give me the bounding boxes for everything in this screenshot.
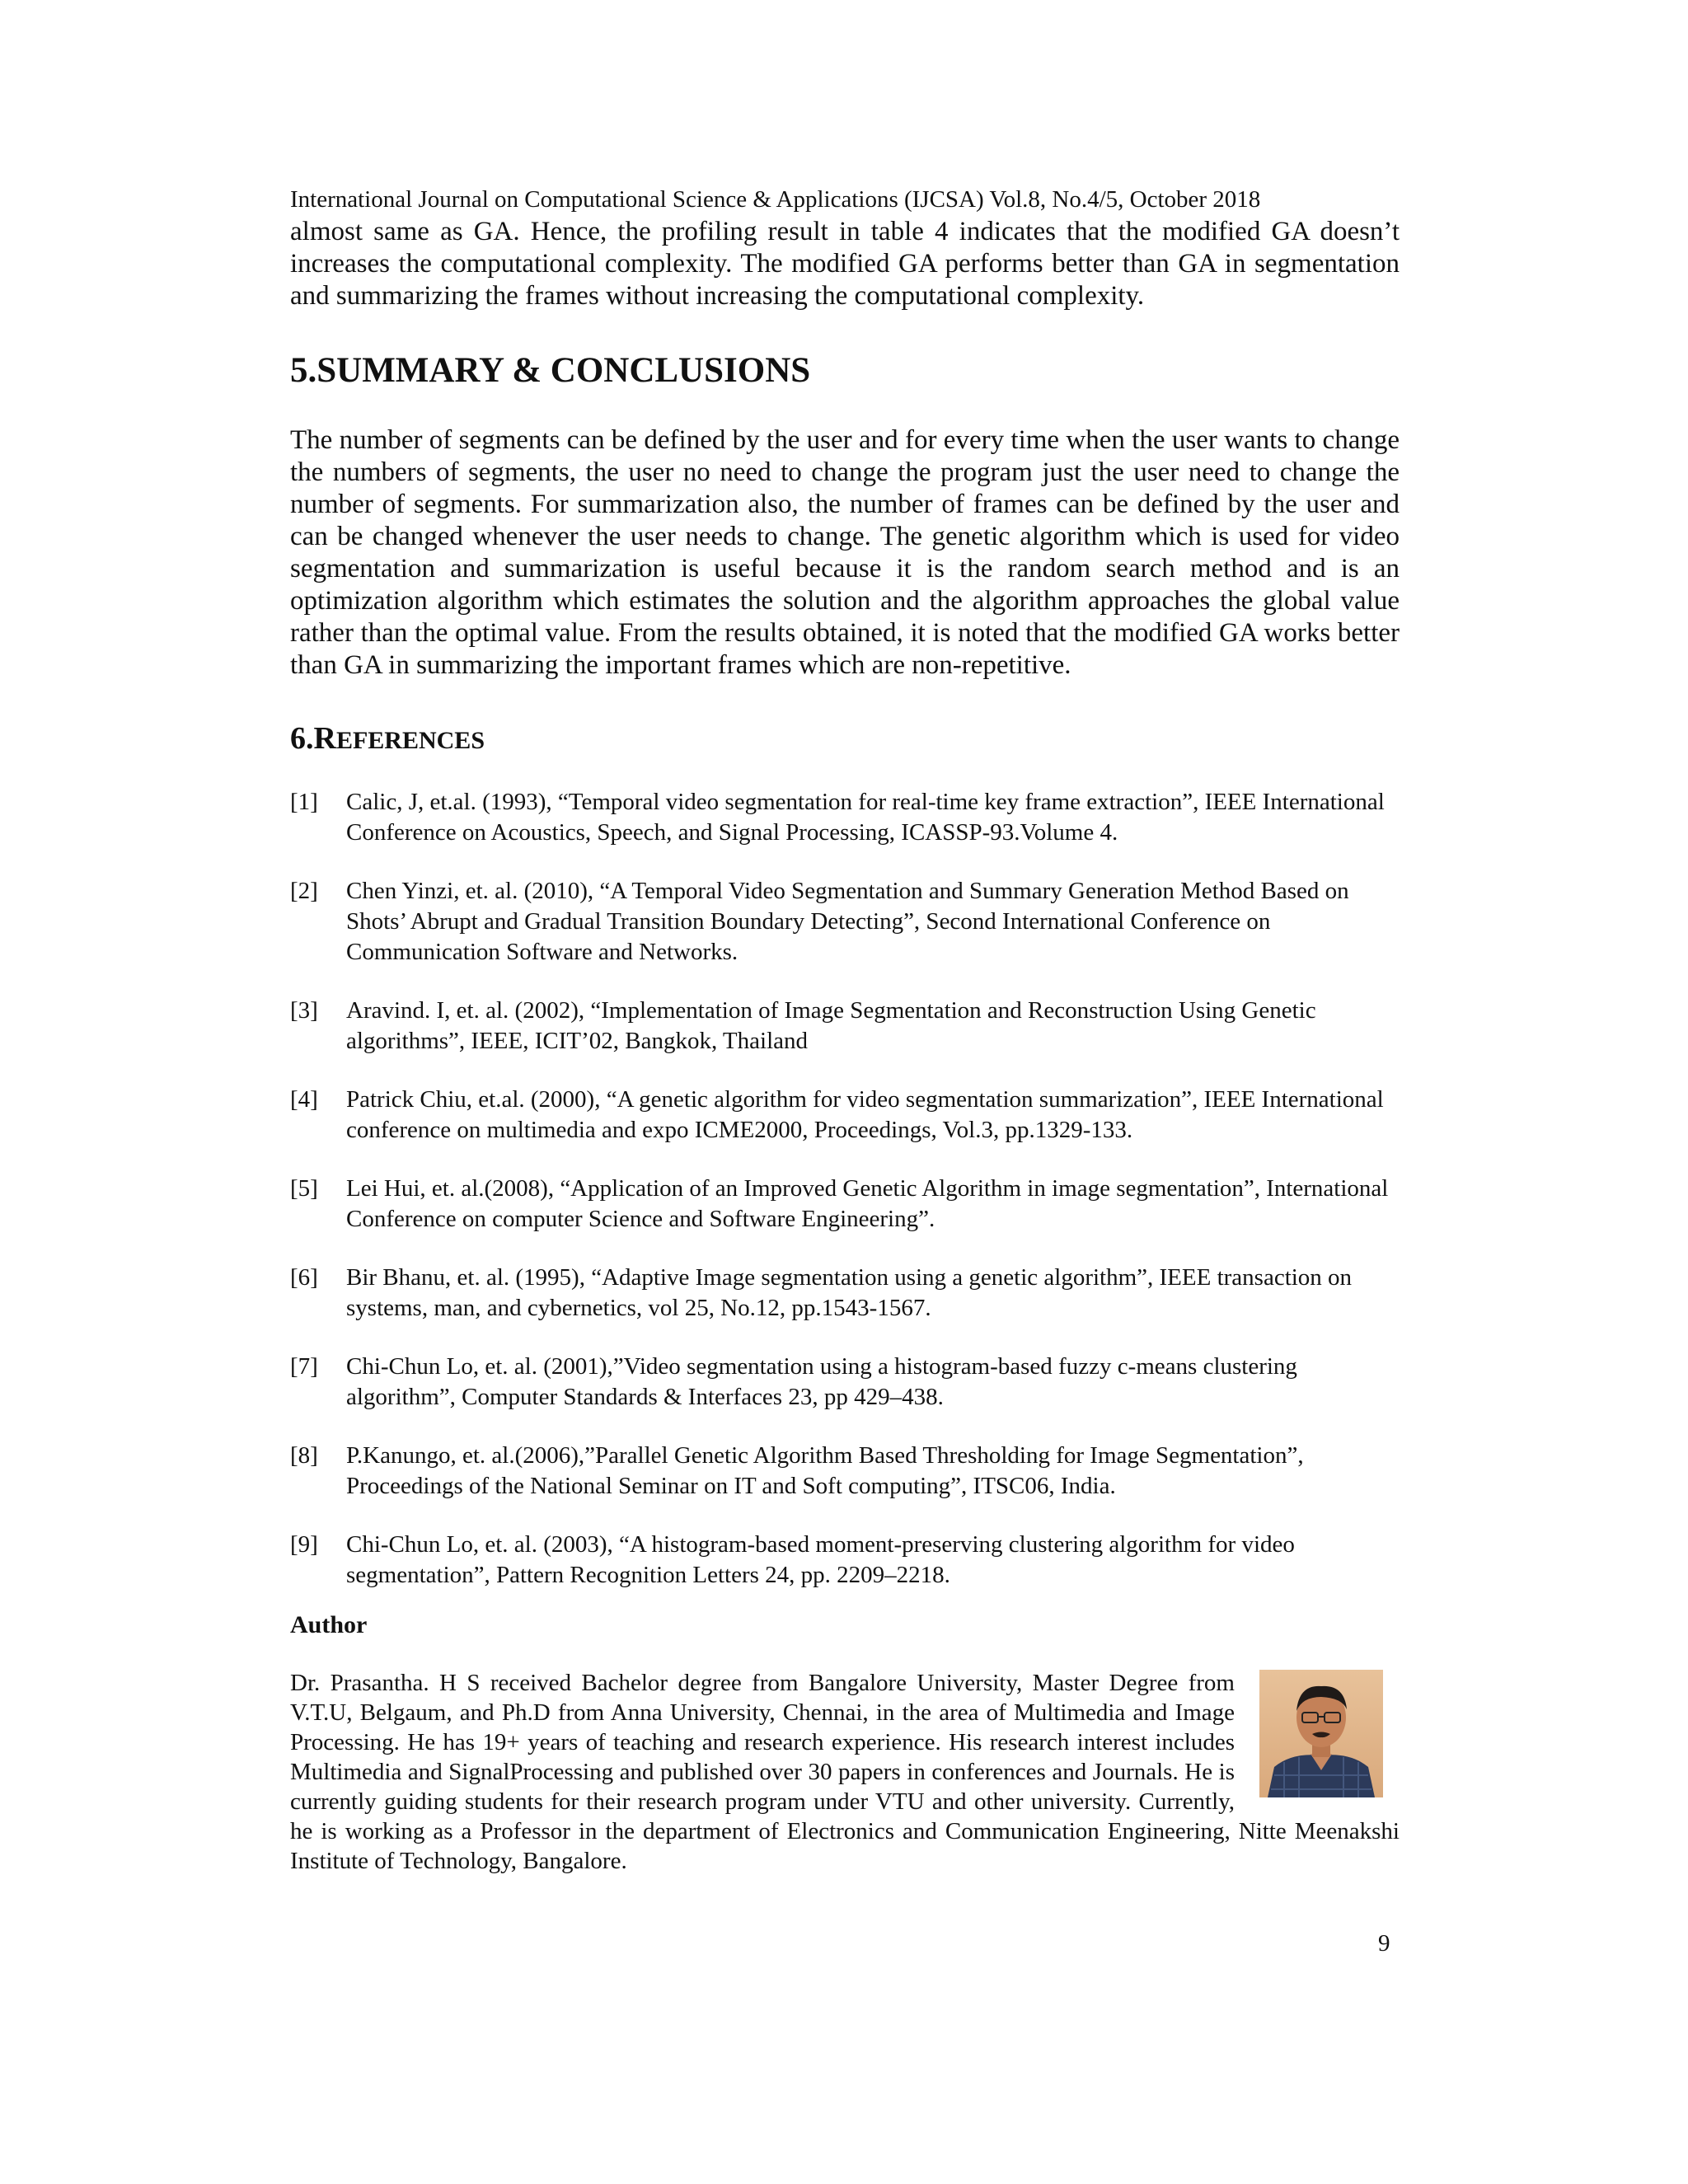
author-bio-text: Dr. Prasantha. H S received Bachelor degree from Bangalore University, Master Degree from V.T.U, Belgaum, and Ph.D from Anna University, Chennai, in the area of Multimedia and Image Processing. He has 19+ years of teaching and research experience. His research interest includes Multimedia and SignalProcessing and published over 30 papers in conferences and Journals. He is currently guiding students for their research program under VTU and other university. Currently, he is working as a Professor in the department of Electronics and Communication Engineering, Nitte Meenakshi Institute of Technology, Bangalore. bbox=[290, 1670, 1400, 1874]
reference-item bbox=[290, 1530, 1400, 1591]
reference-list bbox=[290, 787, 1400, 1619]
reference-number: [1] bbox=[290, 789, 318, 815]
journal-header: International Journal on Computational Science & Applications (IJCSA) Vol.8, No.4/5, October 2018 bbox=[290, 186, 1261, 213]
references-heading-prefix: 6.R bbox=[290, 721, 336, 756]
reference-number: [7] bbox=[290, 1353, 318, 1380]
reference-number: [6] bbox=[290, 1264, 318, 1291]
reference-number: [8] bbox=[290, 1442, 318, 1469]
reference-item bbox=[290, 1085, 1400, 1146]
reference-number: [4] bbox=[290, 1086, 318, 1113]
reference-text: Lei Hui, et. al.(2008), “Application of an Improved Genetic Algorithm in image segmentation”, International Conference on computer Science and Software Engineering”. bbox=[346, 1175, 1389, 1232]
reference-text: Aravind. I, et. al. (2002), “Implementation of Image Segmentation and Reconstruction Using Genetic algorithms”, IEEE, ICIT’02, Bangkok, Thailand bbox=[346, 997, 1316, 1054]
reference-text: Chen Yinzi, et. al. (2010), “A Temporal Video Segmentation and Summary Generation Method Based on Shots’ Abrupt and Gradual Transition Boundary Detecting”, Second International Conference on Communication Software and Networks. bbox=[346, 878, 1349, 965]
reference-item bbox=[290, 787, 1400, 848]
page-number: 9 bbox=[1378, 1930, 1390, 1957]
reference-item bbox=[290, 1263, 1400, 1324]
reference-number: [3] bbox=[290, 997, 318, 1024]
reference-text: P.Kanungo, et. al.(2006),”Parallel Genetic Algorithm Based Thresholding for Image Segmentation”, Proceedings of the National Seminar on IT and Soft computing”, ITSC06, India. bbox=[346, 1442, 1304, 1499]
reference-item bbox=[290, 1441, 1400, 1502]
reference-text: Bir Bhanu, et. al. (1995), “Adaptive Image segmentation using a genetic algorithm”, IEEE transaction on systems, man, and cybernetics, vol 25, No.12, pp.1543-1567. bbox=[346, 1264, 1353, 1321]
author-heading: Author bbox=[290, 1611, 368, 1638]
reference-text: Patrick Chiu, et.al. (2000), “A genetic algorithm for video segmentation summarization”, IEEE International conference on multimedia and expo ICME2000, Proceedings, Vol.3, pp.1329-133. bbox=[346, 1086, 1384, 1143]
references-heading bbox=[290, 718, 485, 762]
reference-text: Chi-Chun Lo, et. al. (2001),”Video segmentation using a histogram-based fuzzy c-means clustering algorithm”, Computer Standards & Interfaces 23, pp 429–438. bbox=[346, 1353, 1297, 1410]
reference-item bbox=[290, 996, 1400, 1057]
reference-text: Chi-Chun Lo, et. al. (2003), “A histogram-based moment-preserving clustering algorithm for video segmentation”, Pattern Recognition Letters 24, pp. 2209–2218. bbox=[346, 1531, 1295, 1588]
author-bio-block bbox=[290, 1668, 1400, 1876]
reference-number: [2] bbox=[290, 878, 318, 904]
reference-text: Calic, J, et.al. (1993), “Temporal video segmentation for real-time key frame extraction”, IEEE International Conference on Acoustics, Speech, and Signal Processing, ICASSP-93.Volume 4. bbox=[346, 789, 1385, 846]
reference-number: [9] bbox=[290, 1531, 318, 1558]
reference-item bbox=[290, 1174, 1400, 1235]
reference-item bbox=[290, 1352, 1400, 1413]
reference-number: [5] bbox=[290, 1175, 318, 1202]
summary-paragraph: The number of segments can be defined by the user and for every time when the user wants to change the numbers of segments, the user no need to change the program just the user need to change the number of segments. For summarization also, the number of frames can be defined by the user and can be changed whenever the user needs to change. The genetic algorithm which is used for video segmentation and summarization is useful because it is the random search method and is an optimization algorithm which estimates the solution and the algorithm approaches the global value rather than the optimal value. From the results obtained, it is noted that the modified GA works better than GA in summarizing the important frames which are non-repetitive. bbox=[290, 425, 1400, 680]
author-photo bbox=[1259, 1670, 1383, 1797]
reference-item bbox=[290, 876, 1400, 968]
references-heading-rest: EFERENCES bbox=[335, 727, 485, 754]
intro-paragraph: almost same as GA. Hence, the profiling result in table 4 indicates that the modified GA doesn’t increases the computational complexity. The modified GA performs better than GA in segmentation and summarizing the frames without increasing the computational complexity. bbox=[290, 217, 1400, 311]
summary-heading: 5.SUMMARY & CONCLUSIONS bbox=[290, 351, 811, 390]
